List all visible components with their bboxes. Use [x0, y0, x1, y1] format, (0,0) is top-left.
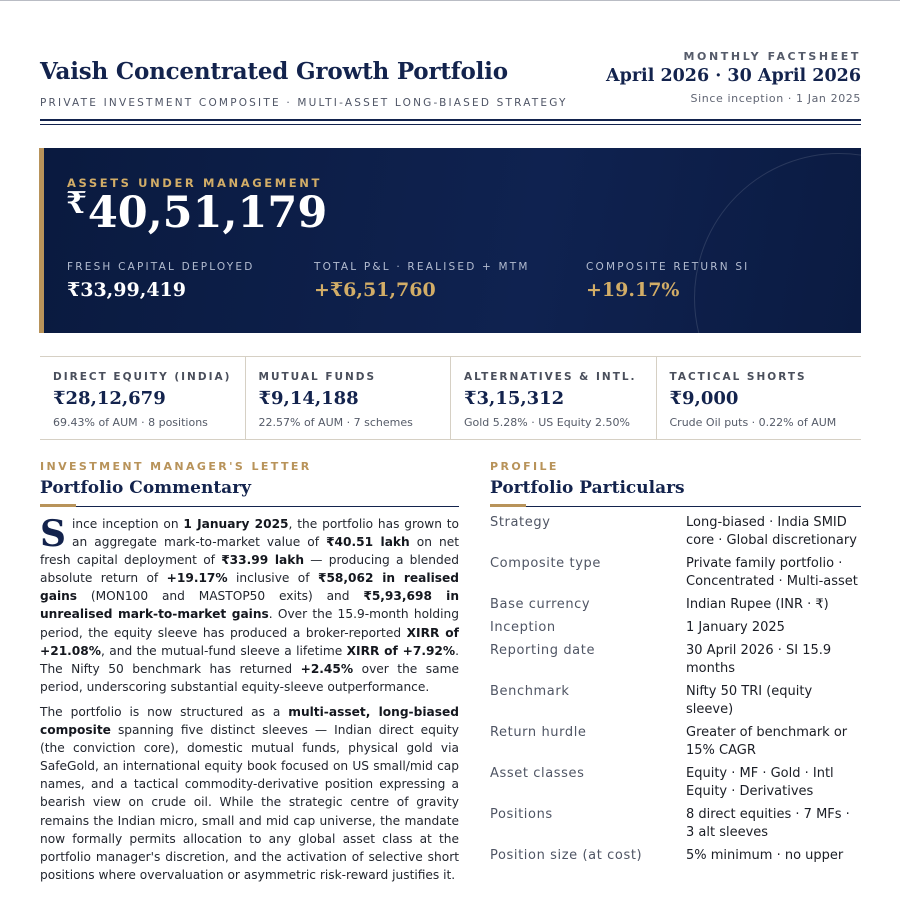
- profile-value: Indian Rupee (INR · ₹): [686, 597, 829, 612]
- letter-paragraph-1: [40, 515, 459, 696]
- card-note: Crude Oil puts · 0.22% of AUM: [669, 416, 837, 429]
- profile-row: [490, 596, 861, 614]
- report-period: April 2026 · 30 April 2026: [606, 66, 861, 86]
- card-label: MUTUAL FUNDS: [258, 371, 377, 383]
- card-value: ₹3,15,312: [464, 388, 565, 409]
- text-run: +19.17%: [166, 571, 228, 586]
- profile-value: 5% minimum · no upper: [686, 848, 844, 863]
- aum-stat-label: TOTAL P&L · REALISED + MTM: [314, 261, 530, 273]
- aum-value: [66, 186, 327, 238]
- text-run: — producing a blended absolute return of: [40, 553, 459, 586]
- profile-row: [490, 724, 861, 760]
- profile-value: Greater of benchmark or 15% CAGR: [686, 725, 848, 758]
- aum-amount: 40,51,179: [87, 188, 328, 238]
- card-label: DIRECT EQUITY (INDIA): [53, 371, 232, 383]
- profile-key: Benchmark: [490, 684, 570, 699]
- profile-title-rule: [490, 506, 861, 507]
- text-run: over the same period, underscoring substantial equity-sleeve outperformance.: [40, 661, 459, 694]
- top-rule: [0, 0, 900, 1]
- profile-value: Nifty 50 TRI (equity sleeve): [686, 684, 813, 717]
- letter-paragraph-2: [40, 703, 459, 884]
- card-value: ₹9,14,188: [258, 388, 359, 409]
- drop-cap: S: [40, 513, 66, 555]
- profile-title-accent: [490, 504, 526, 507]
- text-run: +2.45%: [300, 661, 354, 676]
- page-header: [40, 44, 861, 124]
- card-alternatives: [451, 357, 657, 439]
- decorative-circle: [694, 153, 861, 333]
- card-value: ₹9,000: [669, 388, 739, 409]
- profile-value: Equity · MF · Gold · Intl Equity · Derivatives: [686, 766, 834, 799]
- profile-key: Position size (at cost): [490, 848, 643, 863]
- text-run: spanning five distinct sleeves — Indian direct equity (the conviction core), domestic mutual funds, physical gold via SafeGold, an international equity book focused on US small/mid cap names, and a tactical commodity-derivative position expressing a bearish view on crude oil. While the strategic centre of gravity remains the Indian micro, small and mid cap universe, the mandate now formally permits allocation to any global asset class at the portfolio manager's discretion, and the activation of selective short positions where overvaluation or asymmetric risk-reward justifies it.: [40, 723, 459, 882]
- header-rule-thin: [40, 124, 861, 125]
- profile-key: Base currency: [490, 597, 591, 612]
- text-run: XIRR of +21.08%: [40, 625, 459, 658]
- letter-title: Portfolio Commentary: [40, 478, 252, 498]
- aum-stat-value: +₹6,51,760: [314, 279, 436, 301]
- profile-row: [490, 806, 861, 842]
- card-direct-equity: [40, 357, 246, 439]
- profile-key: Composite type: [490, 556, 601, 571]
- letter-title-rule: [40, 506, 459, 507]
- text-run: multi-asset, long-biased composite: [40, 704, 459, 738]
- profile-key: Return hurdle: [490, 725, 587, 740]
- profile-value: 8 direct equities · 7 MFs · 3 alt sleeves: [686, 807, 850, 840]
- card-tactical-shorts: [657, 357, 862, 439]
- text-run: ₹58,062 in realised gains: [40, 571, 459, 604]
- profile-value: 30 April 2026 · SI 15.9 months: [686, 643, 832, 676]
- profile-key: Positions: [490, 807, 553, 822]
- card-mutual-funds: [246, 357, 452, 439]
- profile-key: Reporting date: [490, 643, 596, 658]
- aum-stat-value: +19.17%: [586, 279, 680, 301]
- text-run: . Over the 15.9-month holding period, the equity sleeve has produced a broker-reported: [40, 607, 459, 640]
- factsheet-kicker: MONTHLY FACTSHEET: [683, 50, 861, 63]
- aum-label: ASSETS UNDER MANAGEMENT: [67, 176, 322, 190]
- card-note: Gold 5.28% · US Equity 2.50%: [464, 416, 630, 429]
- rupee-symbol: ₹: [66, 186, 87, 221]
- aum-stat-value: ₹33,99,419: [67, 279, 186, 301]
- card-label: ALTERNATIVES & INTL.: [464, 371, 637, 383]
- profile-table: [490, 514, 861, 870]
- letter-body: [40, 515, 459, 891]
- inception-note: Since inception · 1 Jan 2025: [690, 92, 861, 105]
- profile-row: [490, 514, 861, 550]
- profile-row: [490, 847, 861, 865]
- text-run: , and the mutual-fund sleeve a lifetime: [100, 643, 347, 658]
- aum-stat-label: FRESH CAPITAL DEPLOYED: [67, 261, 255, 273]
- profile-key: Strategy: [490, 515, 551, 530]
- aum-accent-bar: [39, 148, 44, 333]
- card-value: ₹28,12,679: [53, 388, 166, 409]
- profile-value: Long-biased · India SMID core · Global discretionary: [686, 515, 857, 548]
- profile-key: Asset classes: [490, 766, 585, 781]
- text-run: (MON100 and MASTOP50 exits) and: [77, 589, 364, 604]
- text-run: XIRR of +7.92%: [346, 643, 456, 658]
- profile-row: [490, 619, 861, 637]
- text-run: ince inception on: [72, 517, 184, 531]
- profile-value: Private family portfolio · Concentrated · Multi-asset: [686, 556, 858, 589]
- aum-banner: [39, 148, 861, 333]
- page-subtitle: PRIVATE INVESTMENT COMPOSITE · MULTI-ASSET LONG-BIASED STRATEGY: [40, 97, 568, 109]
- profile-row: [490, 555, 861, 591]
- header-rule-thick: [40, 119, 861, 121]
- letter-kicker: INVESTMENT MANAGER'S LETTER: [40, 460, 312, 473]
- text-run: inclusive of: [227, 571, 318, 586]
- profile-row: [490, 642, 861, 678]
- text-run: , the portfolio has grown to an aggregate mark-to-market value of: [72, 517, 459, 550]
- profile-key: Inception: [490, 620, 556, 635]
- text-run: The portfolio is now structured as a: [40, 704, 289, 719]
- profile-kicker: PROFILE: [490, 460, 559, 473]
- profile-row: [490, 765, 861, 801]
- aum-stat-total-pnl: [314, 261, 530, 301]
- text-run: ₹40.51 lakh: [326, 535, 410, 550]
- card-note: 69.43% of AUM · 8 positions: [53, 416, 208, 429]
- text-run: 1 January 2025: [183, 517, 289, 531]
- letter-paragraph-1-text: [40, 513, 460, 694]
- card-note: 22.57% of AUM · 7 schemes: [258, 416, 413, 429]
- allocation-cards: [40, 356, 861, 440]
- aum-stat-fresh-capital: [67, 261, 255, 301]
- text-run: ₹5,93,698 in unrealised mark-to-market gains: [40, 589, 460, 622]
- text-run: . The Nifty 50 benchmark has returned: [40, 643, 460, 676]
- letter-title-accent: [40, 504, 76, 507]
- profile-row: [490, 683, 861, 719]
- aum-stat-label: COMPOSITE RETURN SI: [586, 261, 750, 273]
- card-label: TACTICAL SHORTS: [669, 371, 807, 383]
- page-title: Vaish Concentrated Growth Portfolio: [40, 58, 508, 85]
- text-run: on net fresh capital deployment of: [40, 535, 459, 568]
- profile-value: 1 January 2025: [686, 620, 785, 635]
- profile-title: Portfolio Particulars: [490, 478, 685, 498]
- text-run: ₹33.99 lakh: [221, 553, 305, 568]
- report-period-block: [606, 50, 861, 105]
- aum-stat-composite-return: [586, 261, 749, 301]
